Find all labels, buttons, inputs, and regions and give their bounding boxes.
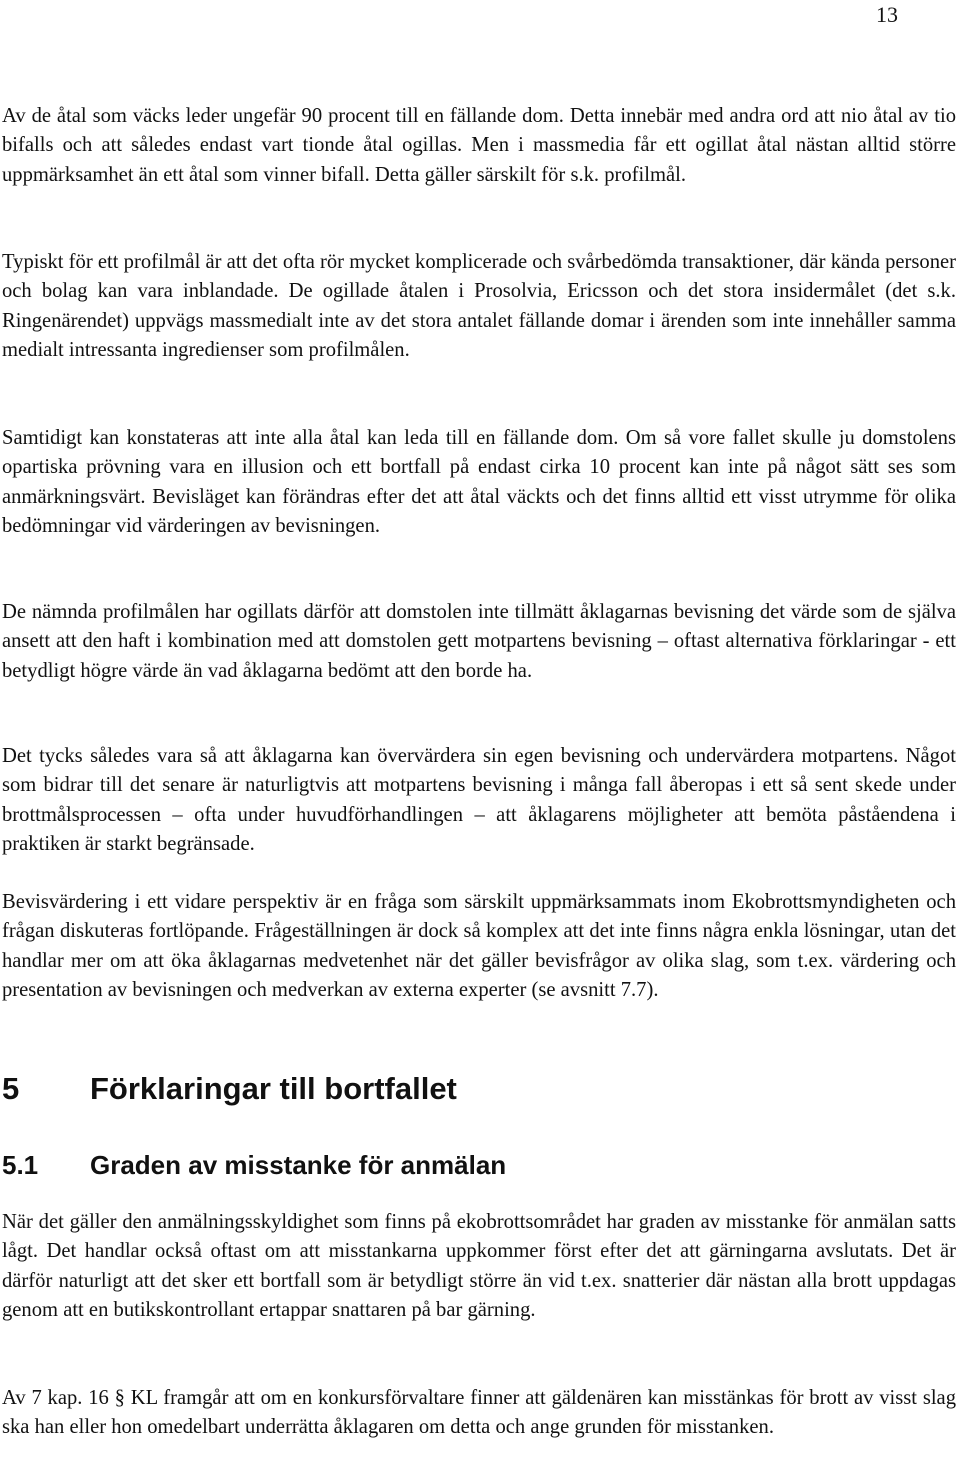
section-title: Graden av misstanke för anmälan: [90, 1150, 507, 1180]
section-number: 5.1: [2, 1150, 39, 1180]
paragraph: Typiskt för ett profilmål är att det ofta rör mycket komplicerade och svårbedömda transaktioner, där kända personer och bolag kan vara inblandade. De ogillade åtalen i Prosolvia, Ericsson och det stora insidermålet (det s.k. Ringenärendet) uppvägs massmedialt inte av det stora antalet fällande domar i ärenden som inte innehåller samma medialt intressanta ingredienser som profilmålen.: [2, 251, 956, 361]
paragraph: Samtidigt kan konstateras att inte alla åtal kan leda till en fällande dom. Om så vore fallet skulle ju domstolens opartiska prövning vara en illusion och ett bortfall på endast cirka 10 procent kan inte på något sätt ses som anmärkningsvärt. Bevisläget kan förändras efter det att åtal väckts och det finns alltid ett visst utrymme för olika bedömningar vid värderingen av bevisningen.: [2, 427, 956, 537]
paragraph: Det tycks således vara så att åklagarna kan övervärdera sin egen bevisning och undervärdera motpartens. Något som bidrar till det senare är naturligtvis att motpartens bevisning i många fall åberopas i ett så sent skede under brottmålsprocessen – ofta under huvudförhandlingen – att åklagarens möjligheter att bemöta påståendena i praktiken är starkt begränsade.: [2, 745, 956, 855]
paragraph: När det gäller den anmälningsskyldighet som finns på ekobrottsområdet har graden av misstanke för anmälan satts lågt. Det handlar också oftast om att misstankarna uppkommer först efter det att gärningarna avslutats. Det är därför naturligt att det sker ett bortfall som är betydligt större än vid t.ex. snatterier där nästan alla brott uppdagas genom att en butikskontrollant ertappar snattaren på bar gärning.: [2, 1211, 956, 1321]
paragraph: Av de åtal som väcks leder ungefär 90 procent till en fällande dom. Detta innebär med andra ord att nio åtal av tio bifalls och att således endast vart tionde åtal ogillas. Men i massmedia får ett ogillat åtal nästan alltid större uppmärksamhet än ett åtal som vinner bifall. Detta gäller särskilt för s.k. profilmål.: [2, 105, 956, 186]
chapter-number: 5: [2, 1071, 20, 1106]
chapter-title: Förklaringar till bortfallet: [90, 1071, 457, 1106]
page-number: 13: [876, 2, 898, 27]
paragraph: Av 7 kap. 16 § KL framgår att om en konkursförvaltare finner att gäldenären kan misstänkas för brott av visst slag ska han eller hon omedelbart underrätta åklagaren om detta och ange grunden för misstanken.: [2, 1387, 956, 1439]
paragraph: Bevisvärdering i ett vidare perspektiv är en fråga som särskilt uppmärksammats inom Ekobrottsmyndigheten och frågan diskuteras fortlöpande. Frågeställningen är dock så komplex att det inte finns några enkla lösningar, utan det handlar mer om att öka åklagarnas medvetenhet när det gäller bevisfrågor av olika slag, som t.ex. värdering och presentation av bevisningen och medverkan av externa experter (se avsnitt 7.7).: [2, 891, 956, 1001]
chapter-heading: [2, 1071, 457, 1107]
section-heading: [2, 1150, 506, 1181]
paragraph: De nämnda profilmålen har ogillats därför att domstolen inte tillmätt åklagarnas bevisning det värde som de själva ansett att den haft i kombination med att domstolen gett motpartens bevisning – oftast alternativa förklaringar - ett betydligt högre värde än vad åklagarna bedömt att den borde ha.: [2, 601, 956, 682]
